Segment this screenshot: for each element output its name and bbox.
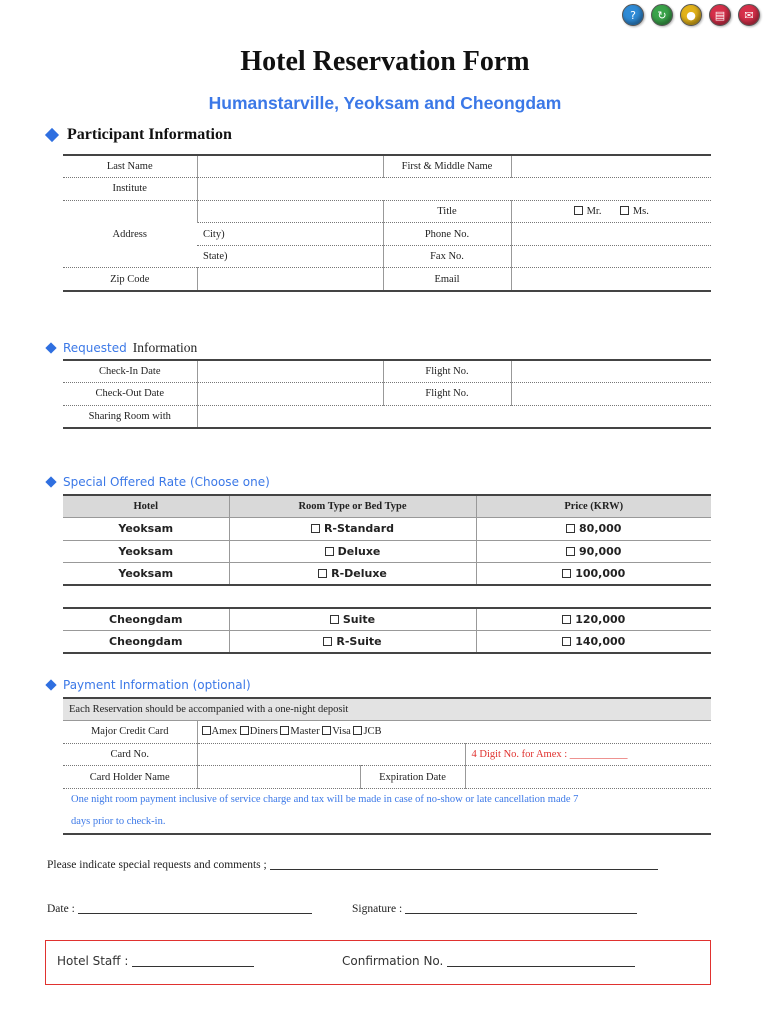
fax-label: Fax No. (383, 245, 511, 268)
policy-line-1: One night room payment inclusive of service charge and tax will be made in case of no-show or late cancellation made 7 (71, 794, 579, 806)
hotel-cell: Yeoksam (63, 540, 229, 563)
requested-heading-blue: Requested (63, 341, 127, 355)
room-option[interactable] (229, 631, 476, 654)
hotel-cell: Cheongdam (63, 631, 229, 654)
card-option-visa[interactable] (322, 726, 351, 737)
card-type-options (197, 721, 711, 744)
price-checkbox[interactable] (562, 637, 571, 646)
diamond-bullet-icon (45, 476, 56, 487)
card-option-master[interactable] (280, 726, 319, 737)
checkout-label: Check-Out Date (63, 383, 197, 406)
hotel-staff-label: Hotel Staff : (57, 954, 129, 968)
flight-no-label-1: Flight No. (383, 360, 511, 383)
state-label: State) (203, 251, 228, 263)
card-holder-field[interactable] (197, 766, 360, 789)
amex-checkbox[interactable] (202, 726, 211, 735)
requested-section-heading (47, 340, 197, 356)
room-type-label: R-Standard (323, 522, 395, 536)
first-middle-name-field[interactable] (511, 155, 711, 178)
phone-field[interactable] (511, 223, 711, 246)
requested-heading-black: Information (132, 340, 198, 355)
room-type-label: Suite (342, 613, 376, 627)
room-type-label: R-Deluxe (331, 567, 387, 581)
confirmation-row (342, 954, 635, 968)
page-title: Hotel Reservation Form (240, 46, 530, 77)
diamond-bullet-icon (45, 128, 59, 142)
rate-row (63, 631, 711, 654)
email-icon[interactable]: ✉ (738, 4, 760, 26)
price-checkbox[interactable] (566, 547, 575, 556)
mr-label: Mr. (586, 205, 602, 217)
checkin-field[interactable] (197, 360, 383, 383)
price-label: 90,000 (579, 544, 622, 558)
zip-code-field[interactable] (197, 268, 383, 291)
participant-table (63, 154, 711, 292)
requested-table (63, 359, 711, 429)
price-label: 80,000 (579, 522, 622, 536)
policy-line-2: days prior to check-in. (63, 811, 711, 834)
city-field[interactable] (197, 223, 383, 246)
room-type-column-header: Room Type or Bed Type (229, 495, 476, 518)
price-option[interactable] (476, 608, 711, 631)
hotel-cell: Yeoksam (63, 518, 229, 541)
price-label: 120,000 (575, 613, 626, 627)
room-option[interactable] (229, 563, 476, 586)
price-label: 140,000 (575, 635, 626, 649)
card-option-diners[interactable] (240, 726, 278, 737)
hotel-cell: Yeoksam (63, 563, 229, 586)
coin-icon[interactable]: ● (680, 4, 702, 26)
fax-field[interactable] (511, 245, 711, 268)
room-type-label: Deluxe (337, 544, 381, 558)
price-checkbox[interactable] (566, 524, 575, 533)
rate-heading-text: Special Offered Rate (Choose one) (63, 475, 270, 489)
first-middle-name-label: First & Middle Name (383, 155, 511, 178)
expiration-label: Expiration Date (360, 766, 465, 789)
flight-no-field-2[interactable] (511, 383, 711, 406)
last-name-field[interactable] (197, 155, 383, 178)
last-name-label: Last Name (63, 155, 197, 178)
rate-row (63, 608, 711, 631)
date-label: Date : (47, 903, 75, 915)
card-option-amex[interactable] (202, 726, 238, 737)
rate-row (63, 540, 711, 563)
price-option[interactable] (476, 631, 711, 654)
special-requests-row (47, 858, 658, 871)
flight-no-field-1[interactable] (511, 360, 711, 383)
flight-no-label-2: Flight No. (383, 383, 511, 406)
room-checkbox[interactable] (325, 547, 334, 556)
price-label: 100,000 (575, 567, 626, 581)
confirmation-label: Confirmation No. (342, 954, 444, 968)
room-checkbox[interactable] (323, 637, 332, 646)
price-option[interactable] (476, 518, 711, 541)
sharing-room-label: Sharing Room with (63, 405, 197, 428)
room-checkbox[interactable] (330, 615, 339, 624)
diamond-bullet-icon (45, 679, 56, 690)
master-checkbox[interactable] (280, 726, 289, 735)
price-column-header: Price (KRW) (476, 495, 711, 518)
payment-heading-text: Payment Information (optional) (63, 678, 251, 692)
room-option[interactable] (229, 608, 476, 631)
jcb-checkbox[interactable] (353, 726, 362, 735)
address-line-field[interactable] (197, 200, 383, 223)
jcb-label: JCB (363, 726, 382, 738)
email-label: Email (383, 268, 511, 291)
payment-table (63, 697, 711, 835)
price-checkbox[interactable] (562, 569, 571, 578)
hotel-staff-row (57, 954, 254, 968)
mr-option[interactable] (574, 206, 602, 217)
help-icon[interactable]: ? (622, 4, 644, 26)
toolbar (622, 4, 760, 26)
amex-label: Amex (211, 726, 238, 738)
state-field[interactable] (197, 245, 383, 268)
price-option[interactable] (476, 540, 711, 563)
phone-label: Phone No. (383, 223, 511, 246)
participant-section-heading (47, 126, 232, 144)
signature-label: Signature : (352, 903, 403, 915)
date-field[interactable] (78, 902, 312, 914)
visa-checkbox[interactable] (322, 726, 331, 735)
room-type-label: R-Suite (336, 635, 382, 649)
page-subtitle: Humanstarville, Yeoksam and Cheongdam (208, 93, 562, 113)
institute-label: Institute (63, 178, 197, 201)
rate-row (63, 563, 711, 586)
participant-heading-text: Participant Information (67, 126, 232, 143)
mr-checkbox[interactable] (574, 206, 583, 215)
card-holder-label: Card Holder Name (63, 766, 197, 789)
diners-label: Diners (249, 726, 278, 738)
date-row (47, 902, 312, 915)
ms-label: Ms. (632, 205, 649, 217)
card-option-jcb[interactable] (353, 726, 381, 737)
expiration-field[interactable] (465, 766, 711, 789)
rate-table-yeoksam (63, 494, 711, 586)
checkin-label: Check-In Date (63, 360, 197, 383)
title-options (511, 200, 711, 223)
confirmation-field[interactable] (447, 955, 635, 967)
room-option[interactable] (229, 540, 476, 563)
info-icon[interactable]: ↻ (651, 4, 673, 26)
card-no-field[interactable] (197, 743, 465, 766)
checkout-field[interactable] (197, 383, 383, 406)
major-card-label: Major Credit Card (63, 721, 197, 744)
sharing-room-field[interactable] (197, 405, 711, 428)
email-field[interactable] (511, 268, 711, 291)
ms-option[interactable] (620, 206, 649, 217)
diamond-bullet-icon (45, 342, 56, 353)
rate-section-heading (47, 475, 270, 489)
rate-table-cheongdam (63, 607, 711, 654)
diners-checkbox[interactable] (240, 726, 249, 735)
hotel-staff-field[interactable] (132, 955, 254, 967)
special-requests-field[interactable] (270, 858, 658, 870)
title-label: Title (383, 200, 511, 223)
rate-row (63, 518, 711, 541)
room-option[interactable] (229, 518, 476, 541)
signature-row (352, 902, 637, 915)
city-label: City) (203, 228, 225, 240)
card-no-label: Card No. (63, 743, 197, 766)
hotel-staff-box (45, 940, 711, 985)
address-label: Address (63, 200, 197, 268)
payment-section-heading (47, 678, 251, 692)
room-checkbox[interactable] (311, 524, 320, 533)
print-icon[interactable]: ▤ (709, 4, 731, 26)
hotel-column-header: Hotel (63, 495, 229, 518)
price-option[interactable] (476, 563, 711, 586)
institute-field[interactable] (197, 178, 711, 201)
zip-code-label: Zip Code (63, 268, 197, 291)
visa-label: Visa (332, 726, 351, 738)
price-checkbox[interactable] (562, 615, 571, 624)
amex-digit-note[interactable]: 4 Digit No. for Amex : ___________ (465, 743, 711, 766)
special-requests-label: Please indicate special requests and comments ; (47, 859, 267, 871)
ms-checkbox[interactable] (620, 206, 629, 215)
room-checkbox[interactable] (318, 569, 327, 578)
deposit-note: Each Reservation should be accompanied with a one-night deposit (63, 698, 711, 721)
signature-field[interactable] (405, 902, 637, 914)
master-label: Master (290, 726, 320, 738)
hotel-cell: Cheongdam (63, 608, 229, 631)
